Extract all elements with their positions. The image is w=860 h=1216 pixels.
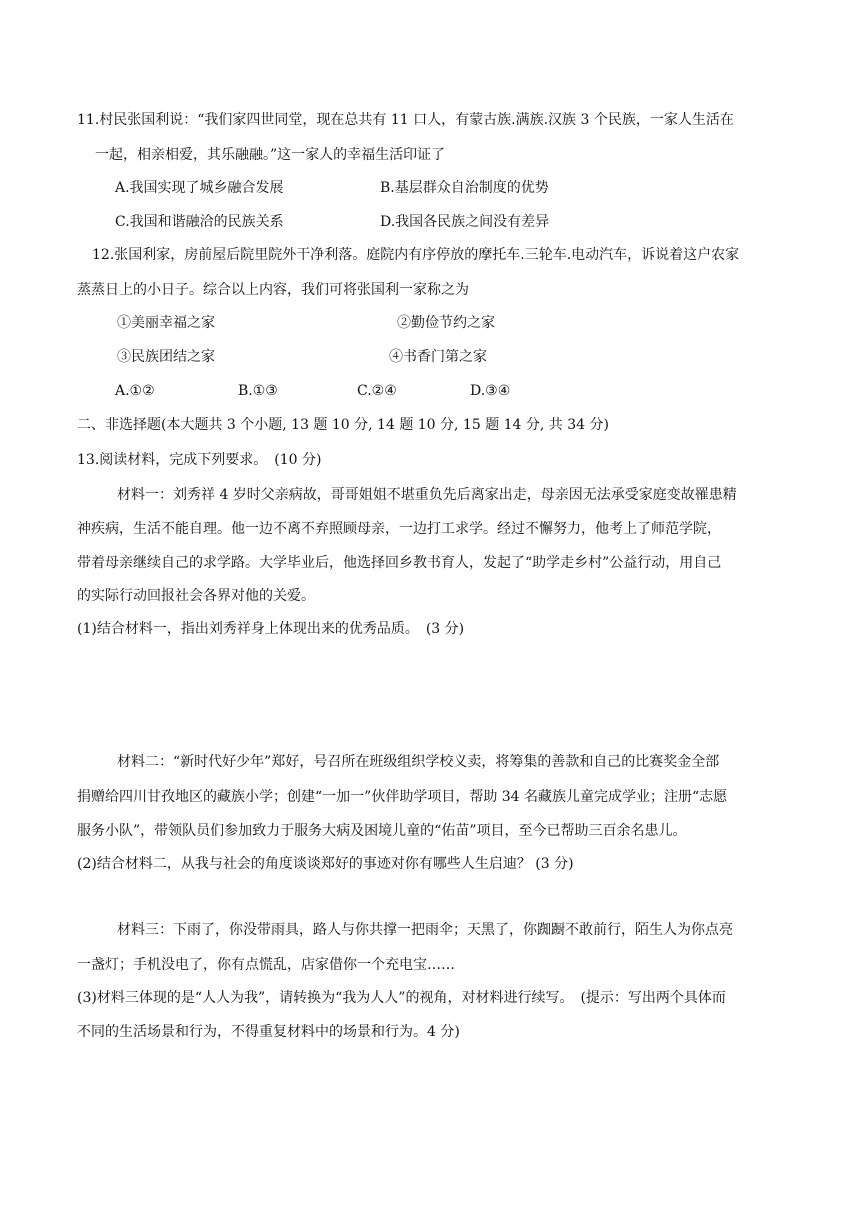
q13-material1-line3: 带着母亲继续自己的求学路。大学毕业后，他选择回乡教书育人，发起了“助学走乡村”公益行动，用自己 xyxy=(77,555,722,571)
q13-material2-line1: 材料二：“新时代好少年”郑好，号召所在班级组织学校义卖，将筹集的善款和自己的比赛奖金全部 xyxy=(117,754,720,770)
q12-option-b: B.①③ xyxy=(238,383,278,399)
q11-option-c: C.我国和谐融洽的民族关系 xyxy=(115,214,284,230)
q13-material2-line2: 捐赠给四川甘孜地区的藏族小学；创建“一加一”伙伴助学项目，帮助 34 名藏族儿童完成学业；注册“志愿 xyxy=(77,789,728,805)
q13-heading: 13.阅读材料，完成下列要求。 (10 分) xyxy=(77,452,322,468)
q12-stem-line1: 12.张国利家，房前屋后院里院外干净利落。庭院内有序停放的摩托车.三轮车.电动汽车，诉说着这户农家 xyxy=(92,247,740,263)
q13-sub3-line1: (3)材料三体现的是“人人为我”，请转换为“我为人人”的视角，对材料进行续写。 (提示：写出两个具体而 xyxy=(77,990,726,1006)
q11-stem-line1: 11.村民张国利说：“我们家四世同堂，现在总共有 11 口人，有蒙古族.满族.汉族 3 个民族，一家人生活在 xyxy=(77,112,734,128)
q12-item-4: ④书香门第之家 xyxy=(389,349,487,365)
q13-material1-line1: 材料一：刘秀祥 4 岁时父亲病故，哥哥姐姐不堪重负先后离家出走，母亲因无法承受家庭变故罹患精 xyxy=(117,487,737,503)
q12-option-c: C.②④ xyxy=(357,383,397,399)
q11-stem-line2: 一起，相亲相爱，其乐融融。”这一家人的幸福生活印证了 xyxy=(95,147,446,163)
q12-item-3: ③民族团结之家 xyxy=(117,349,215,365)
q13-material3-line2: 一盏灯；手机没电了，你有点慌乱，店家借你一个充电宝…… xyxy=(77,957,455,973)
q12-option-a: A.①② xyxy=(115,383,155,399)
q13-material2-line3: 服务小队”，带领队员们参加致力于服务大病及困境儿童的“佑苗”项目，至今已帮助三百余名患儿。 xyxy=(77,823,687,839)
q11-option-b: B.基层群众自治制度的优势 xyxy=(380,180,549,196)
q12-item-2: ②勤俭节约之家 xyxy=(397,315,495,331)
q13-sub3-line2: 不同的生活场景和行为，不得重复材料中的场景和行为。4 分) xyxy=(77,1024,460,1040)
q11-option-a: A.我国实现了城乡融合发展 xyxy=(115,180,284,196)
section2-heading: 二、非选择题(本大题共 3 个小题, 13 题 10 分, 14 题 10 分, 15 题 14 分, 共 34 分) xyxy=(77,417,609,433)
q13-material3-line1: 材料三：下雨了，你没带雨具，路人与你共撑一把雨伞；天黑了，你踟蹰不敢前行，陌生人为你点亮 xyxy=(117,922,733,938)
q13-sub2: (2)结合材料二，从我与社会的角度谈谈郑好的事迹对你有哪些人生启迪？ (3 分) xyxy=(77,856,574,872)
q12-option-d: D.③④ xyxy=(470,383,511,399)
q12-stem-line2: 蒸蒸日上的小日子。综合以上内容，我们可将张国利一家称之为 xyxy=(77,282,469,298)
q13-sub1: (1)结合材料一，指出刘秀祥身上体现出来的优秀品质。 (3 分) xyxy=(77,621,465,637)
q12-item-1: ①美丽幸福之家 xyxy=(117,315,215,331)
q13-material1-line2: 神疾病，生活不能自理。他一边不离不弃照顾母亲，一边打工求学。经过不懈努力，他考上了师范学院， xyxy=(77,521,721,537)
q11-option-d: D.我国各民族之间没有差异 xyxy=(380,214,550,230)
q13-material1-line4: 的实际行动回报社会各界对他的关爱。 xyxy=(77,588,315,604)
